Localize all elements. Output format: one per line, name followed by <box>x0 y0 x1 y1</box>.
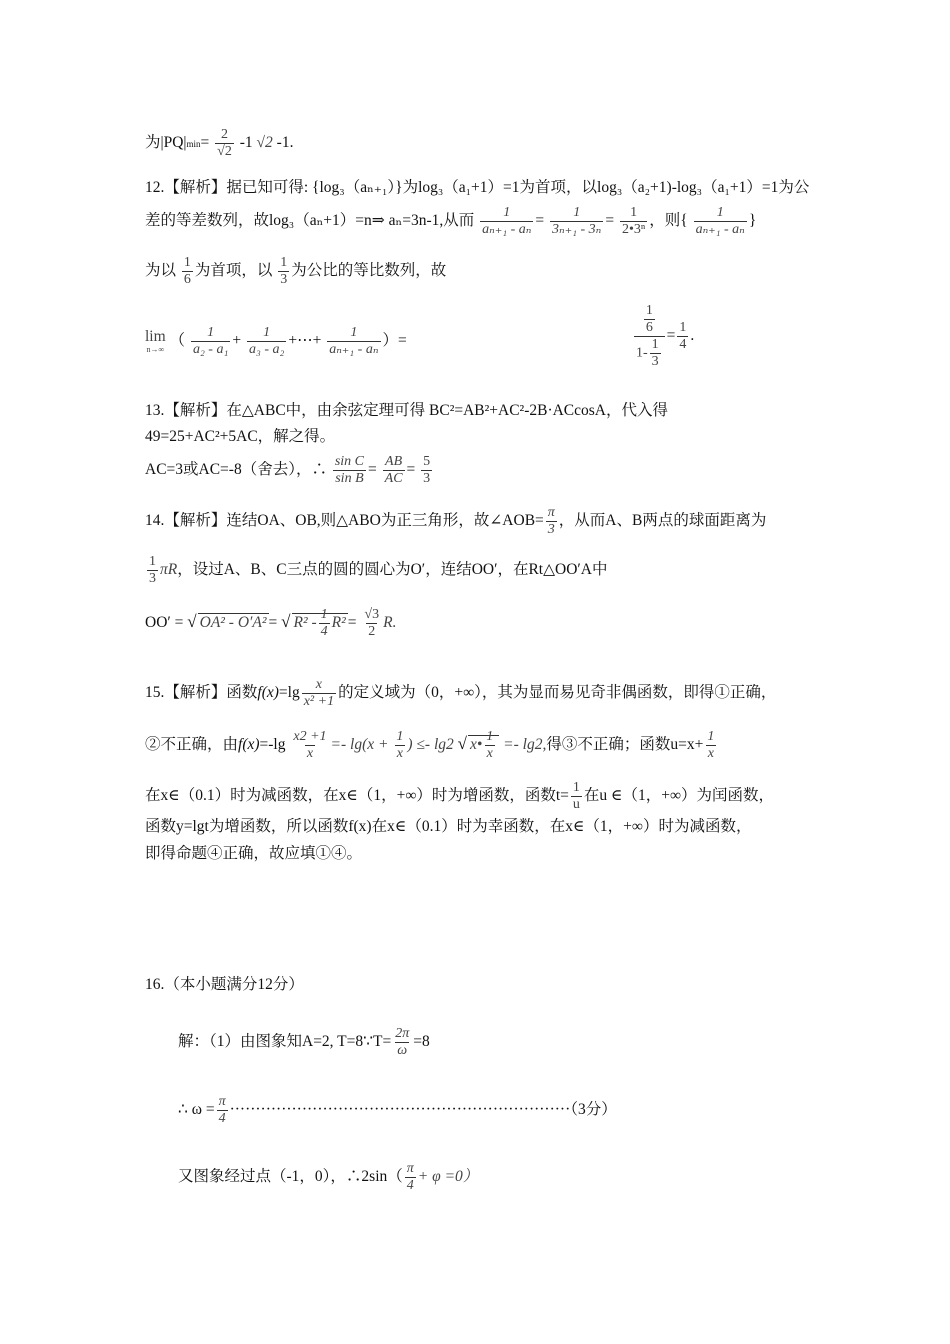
q16-title: 16.（本小题满分12分） <box>145 976 304 993</box>
q12-fraction-3: $\frac{1}{\text{2•3ⁿ}}$ <box>621 205 646 237</box>
q12-fraction-1: $\frac{1}{\text{aₙ₊₁ - aₙ}}$ <box>482 205 532 237</box>
q11-tail-line: 为|PQ|min= $\frac{2}{√2}$ -1 √2 -1. <box>145 127 294 159</box>
q12-line-3: 为以 $\frac{1}{6}$ 为首项，以 $\frac{1}{3}$ 为公比的等比数列，故 <box>145 255 447 287</box>
q16-line-3: 又图象经过点（-1，0），∴2sin（ $\frac{\pi}{4}$ + φ =0） <box>178 1161 479 1193</box>
q12-fraction-2: $\frac{1}{\text{3ₙ₊₁ - 3ₙ}}$ <box>552 205 602 237</box>
limit-term-3: $\frac{1}{\text{aₙ₊₁ - aₙ}}$ <box>329 325 379 357</box>
q12-fraction-4: $\frac{1}{\text{aₙ₊₁ - aₙ}}$ <box>695 205 745 237</box>
q15-line-3: 在x∈（0.1）时为减函数，在x∈（1，+∞）时为增函数，函数t= $\frac{1}{u}$ 在u ∈（1，+∞）为闰函数， <box>145 780 775 812</box>
q13-line-1: 13.【解析】在△ABC中，由余弦定理可得 BC²=AB²+AC²-2B·ACcosA，代入得 <box>145 402 669 419</box>
q15-line-1: 15.【解析】函数f(x)=lg $\frac{x}{\text{x² +1}}$ 的定义域为（0，+∞），其为显而易见奇非偶函数，即得①正确， <box>145 677 777 709</box>
q12-line-2: 差的等差数列，故log₃（aₙ+1）=n⇒ aₙ=3n-1,从而 $\frac{1}{\text{aₙ₊₁ - aₙ}}$ = $\frac{1}{\text{3ₙ₊₁ - 3ₙ}}$ = $\frac{1}{\text{2•3ⁿ}}$ ，则{ $\frac{1}{\text{aₙ₊₁ - aₙ}}$ } <box>145 205 757 237</box>
sin-ratio: $\frac{\text{sin C}}{\text{sin B}}$ <box>334 454 365 486</box>
q12-fraction-6: $\frac{1}{3}$ <box>280 255 288 287</box>
q14-line-1: 14.【解析】连结OA、OB,则△ABO为正三角形，故∠AOB= $\frac{\pi}{3}$ ，从而A、B两点的球面距离为 <box>145 505 767 537</box>
q16-line-2: ∴ ω = $\frac{\pi}{4}$ ··································································（3分） <box>178 1094 617 1126</box>
compound-fraction: $\frac{1}{6}$ 1- $\frac{1}{3}$ <box>634 304 665 369</box>
limit-term-2: $\frac{1}{\text{a₃ - a₂}}$ <box>248 325 285 357</box>
q12-limit-result: $\frac{1}{6}$ 1- $\frac{1}{3}$ = $\frac{1}{4}$ . <box>636 303 695 369</box>
limit-symbol: lim n→∞ <box>145 327 166 355</box>
limit-term-1: $\frac{1}{\text{a₂ - a₁}}$ <box>192 325 229 357</box>
q16-line-1: 解：（1）由图象知A=2, T=8∵T= $\frac{2\pi}{\omega}$ =8 <box>178 1026 430 1058</box>
q12-fraction-5: $\frac{1}{6}$ <box>183 255 191 287</box>
q15-line-2: ②不正确，由f(x)=-lg $\frac{x2 +1}{x}$ =- lg(x + $\frac{1}{x}$ ) ≤- lg2 √ x• $\frac{1}{x}$ =- lg2,得③不正确；函数u=x+ $\frac{1}{x}$ <box>145 729 715 761</box>
q13-line-3: AC=3或AC=-8（舍去），∴ $\frac{\text{sin C}}{\text{sin B}}$ = $\frac{AB}{AC}$ = $\frac{5}{3}$ <box>145 454 431 486</box>
q14-line-2: $\frac{1}{3}$ πR，设过A、B、C三点的圆的圆心为O′，连结OO′，在Rt△OO′A中 <box>149 554 608 586</box>
q15-line-5: 即得命题④正确，故应填①④。 <box>145 845 363 862</box>
q11-fraction: $\frac{2}{√2}$ <box>217 127 232 159</box>
q15-line-4: 函数y=lgt为增函数，所以函数f(x)在x∈（0.1）时为幸函数，在x∈（1，+∞）时为减函数， <box>145 818 752 835</box>
side-ratio: $\frac{AB}{AC}$ <box>384 454 403 486</box>
q13-line-2: 49=25+AC²+5AC，解之得。 <box>145 428 336 445</box>
q12-line-1: 12.【解析】据已知可得: {log₃（aₙ₊₁）}为log₃（a₁+1）=1为首项，以log₃（a₂+1)-log₃（a₁+1）=1为公 <box>145 179 810 196</box>
q14-line-3: OO′ = √ OA² - O′A² = √ R² - $\frac{1}{4}$ R² = $\frac{√3}{2}$ R. <box>145 607 397 639</box>
ratio-result: $\frac{5}{3}$ <box>423 454 431 486</box>
q12-limit-line: lim n→∞ （ $\frac{1}{\text{a₂ - a₁}}$ + $\frac{1}{\text{a₃ - a₂}}$ +⋯+ $\frac{1}{\text{aₙ₊₁ - aₙ}}$ ）= <box>145 325 407 357</box>
